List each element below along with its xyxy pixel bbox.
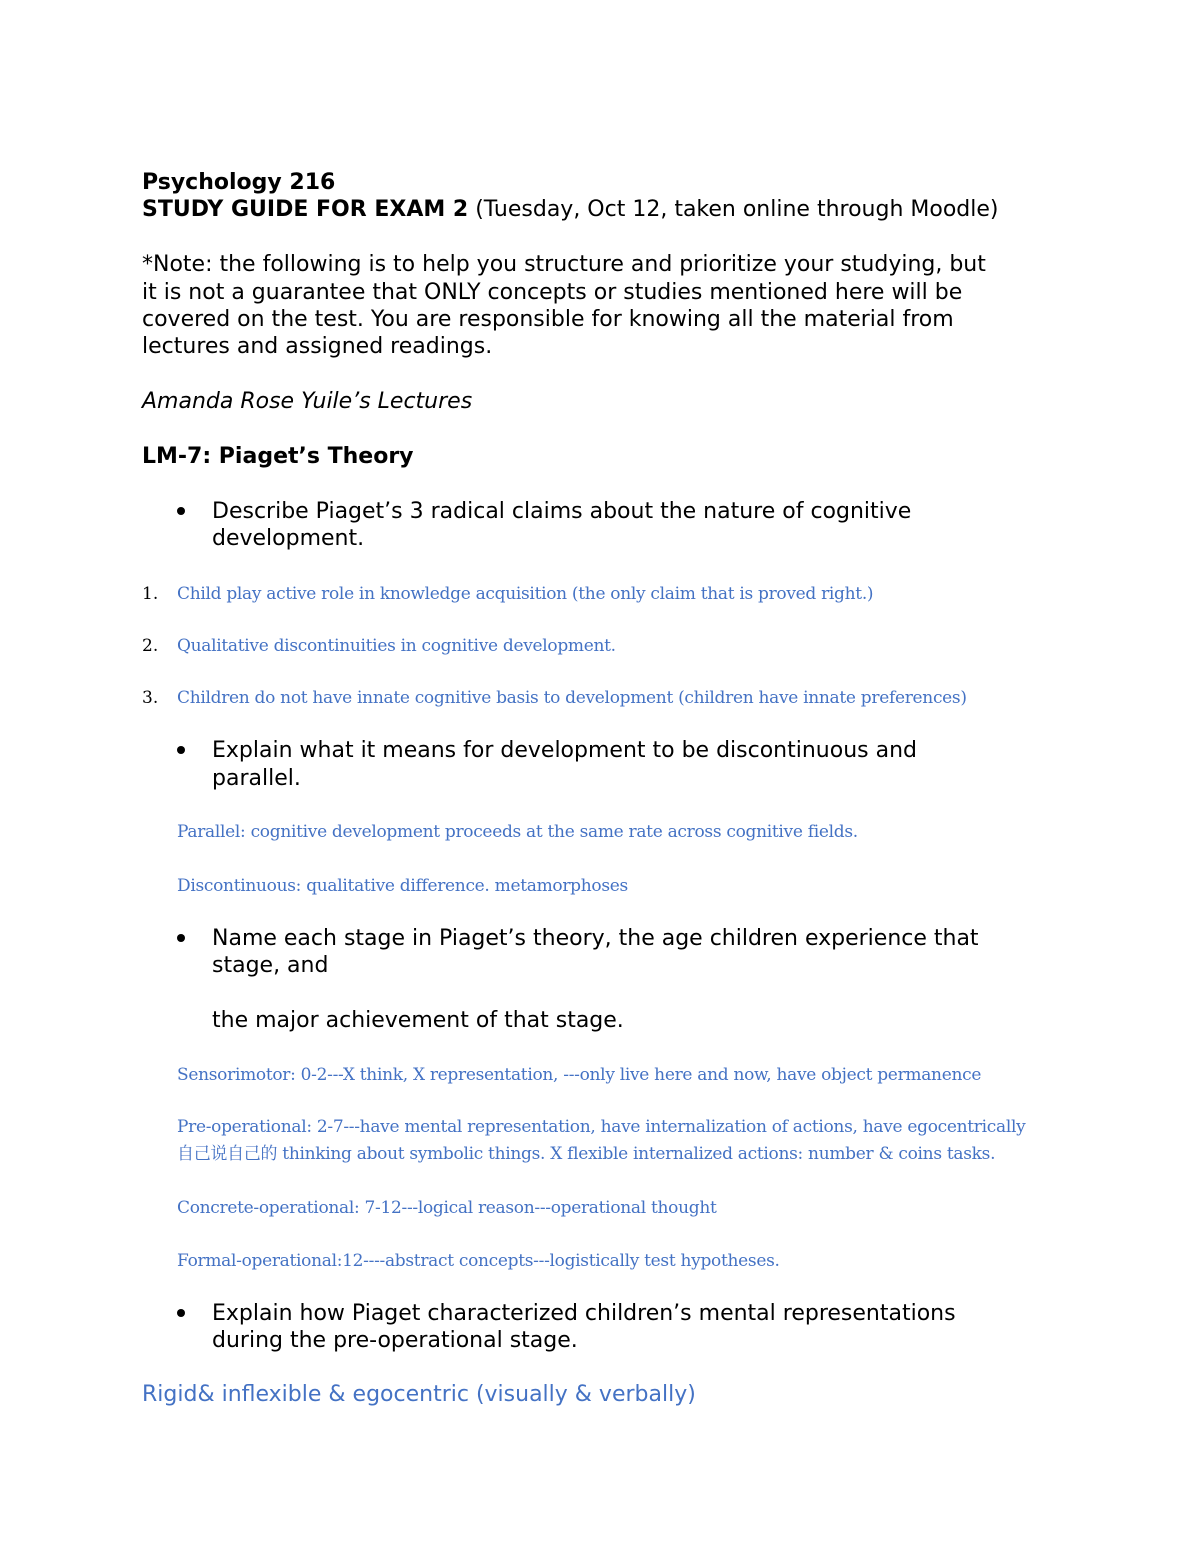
- answer-3-concrete: Concrete-operational: 7-12---logical reason---operational thought: [177, 1198, 717, 1218]
- answer-1-3: Children do not have innate cognitive basis to development (children have innate preferences): [177, 688, 967, 708]
- answer-3-sensorimotor: Sensorimotor: 0-2---X think, X representation, ---only live here and now, have object permanence: [177, 1065, 982, 1085]
- answer-number: 2.: [142, 636, 159, 656]
- answer-number: 3.: [142, 688, 159, 708]
- answer-3-preoperational-2: 自己说自己的 thinking about symbolic things. X flexible internalized actions: number & coins tasks.: [177, 1144, 996, 1164]
- question-2-line-2: parallel.: [212, 766, 301, 791]
- question-4-line-2: during the pre-operational stage.: [212, 1328, 578, 1353]
- question-1-line-1: Describe Piaget’s 3 radical claims about the nature of cognitive: [212, 499, 912, 524]
- answer-4: Rigid& inflexible & egocentric (visually & verbally): [142, 1382, 696, 1407]
- guide-heading: [142, 196, 998, 223]
- question-3-line-3: the major achievement of that stage.: [212, 1008, 624, 1033]
- question-1-line-2: development.: [212, 526, 365, 551]
- question-2-line-1: Explain what it means for development to be discontinuous and: [212, 738, 917, 763]
- guide-detail: (Tuesday, Oct 12, taken online through Moodle): [468, 197, 999, 222]
- answer-1-1: Child play active role in knowledge acquisition (the only claim that is proved right.): [177, 584, 874, 604]
- guide-title: STUDY GUIDE FOR EXAM 2: [142, 197, 469, 222]
- bullet-icon: [177, 507, 185, 515]
- course-title: Psychology 216: [142, 170, 336, 195]
- answer-3-formal: Formal-operational:12----abstract concepts---logistically test hypotheses.: [177, 1251, 780, 1271]
- bullet-icon: [177, 746, 185, 754]
- note-line-2: it is not a guarantee that ONLY concepts or studies mentioned here will be: [142, 280, 963, 305]
- question-3-line-2: stage, and: [212, 953, 329, 978]
- note-line-1: *Note: the following is to help you structure and prioritize your studying, but: [142, 252, 986, 277]
- answer-2-parallel: Parallel: cognitive development proceeds at the same rate across cognitive fields.: [177, 822, 858, 842]
- answer-3-preoperational-1: Pre-operational: 2-7---have mental representation, have internalization of actions, have egocentrically: [177, 1117, 1026, 1137]
- answer-2-discontinuous: Discontinuous: qualitative difference. metamorphoses: [177, 876, 628, 896]
- bullet-icon: [177, 1309, 185, 1317]
- answer-1-2: Qualitative discontinuities in cognitive development.: [177, 636, 616, 656]
- note-line-4: lectures and assigned readings.: [142, 334, 493, 359]
- module-heading: LM-7: Piaget’s Theory: [142, 444, 414, 469]
- question-3-line-1: Name each stage in Piaget’s theory, the age children experience that: [212, 926, 979, 951]
- bullet-icon: [177, 934, 185, 942]
- answer-number: 1.: [142, 584, 159, 604]
- lecturer-heading: Amanda Rose Yuile’s Lectures: [142, 389, 473, 414]
- note-line-3: covered on the test. You are responsible for knowing all the material from: [142, 307, 954, 332]
- question-4-line-1: Explain how Piaget characterized children’s mental representations: [212, 1301, 956, 1326]
